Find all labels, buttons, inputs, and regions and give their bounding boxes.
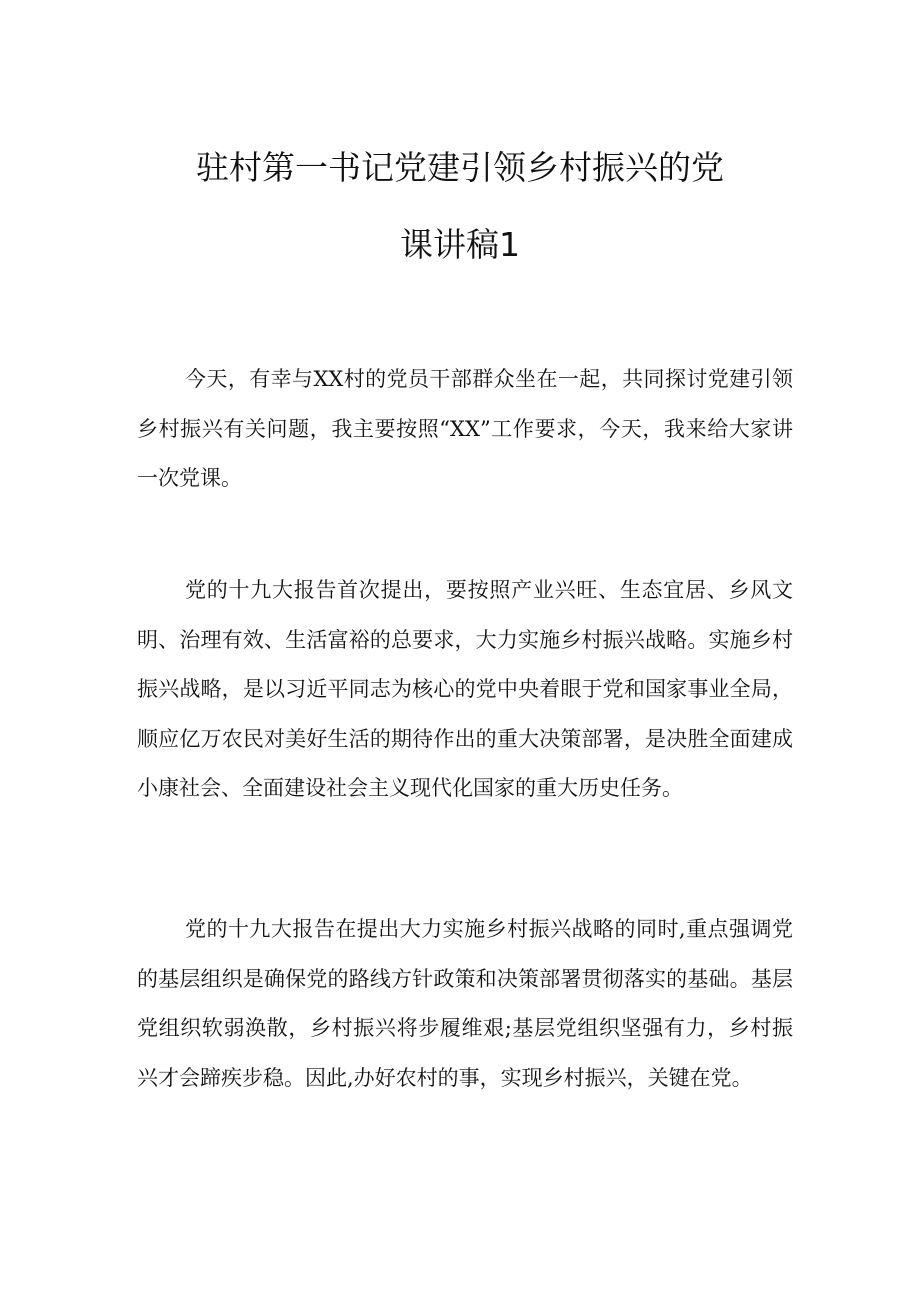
document-title-line-1: 驻村第一书记党建引领乡村振兴的党 (196, 148, 724, 187)
paragraph-party-organization: 党的十九大报告在提出大力实施乡村振兴战略的同时,重点强调党的基层组织是确保党的路线方针政策和决策部署贯彻落实的基础。基层党组织软弱涣散，乡村振兴将步履维艰;基层党组织坚强有力，乡村振兴才会蹄疾步稳。因此,办好农村的事，实现乡村振兴，关键在党。 (137, 917, 793, 1090)
paragraph-intro: 今天，有幸与XX村的党员干部群众坐在一起，共同探讨党建引领乡村振兴有关问题，我主要按照“XX”工作要求，今天，我来给大家讲一次党课。 (137, 367, 793, 490)
document-title-line-2: 课讲稿1 (400, 225, 520, 264)
paragraph-strategy: 党的十九大报告首次提出，要按照产业兴旺、生态宜居、乡风文明、治理有效、生活富裕的总要求，大力实施乡村振兴战略。实施乡村振兴战略，是以习近平同志为核心的党中央着眼于党和国家事业全局，顺应亿万农民对美好生活的期待作出的重大决策部署，是决胜全面建成小康社会、全面建设社会主义现代化国家的重大历史任务。 (137, 578, 793, 800)
